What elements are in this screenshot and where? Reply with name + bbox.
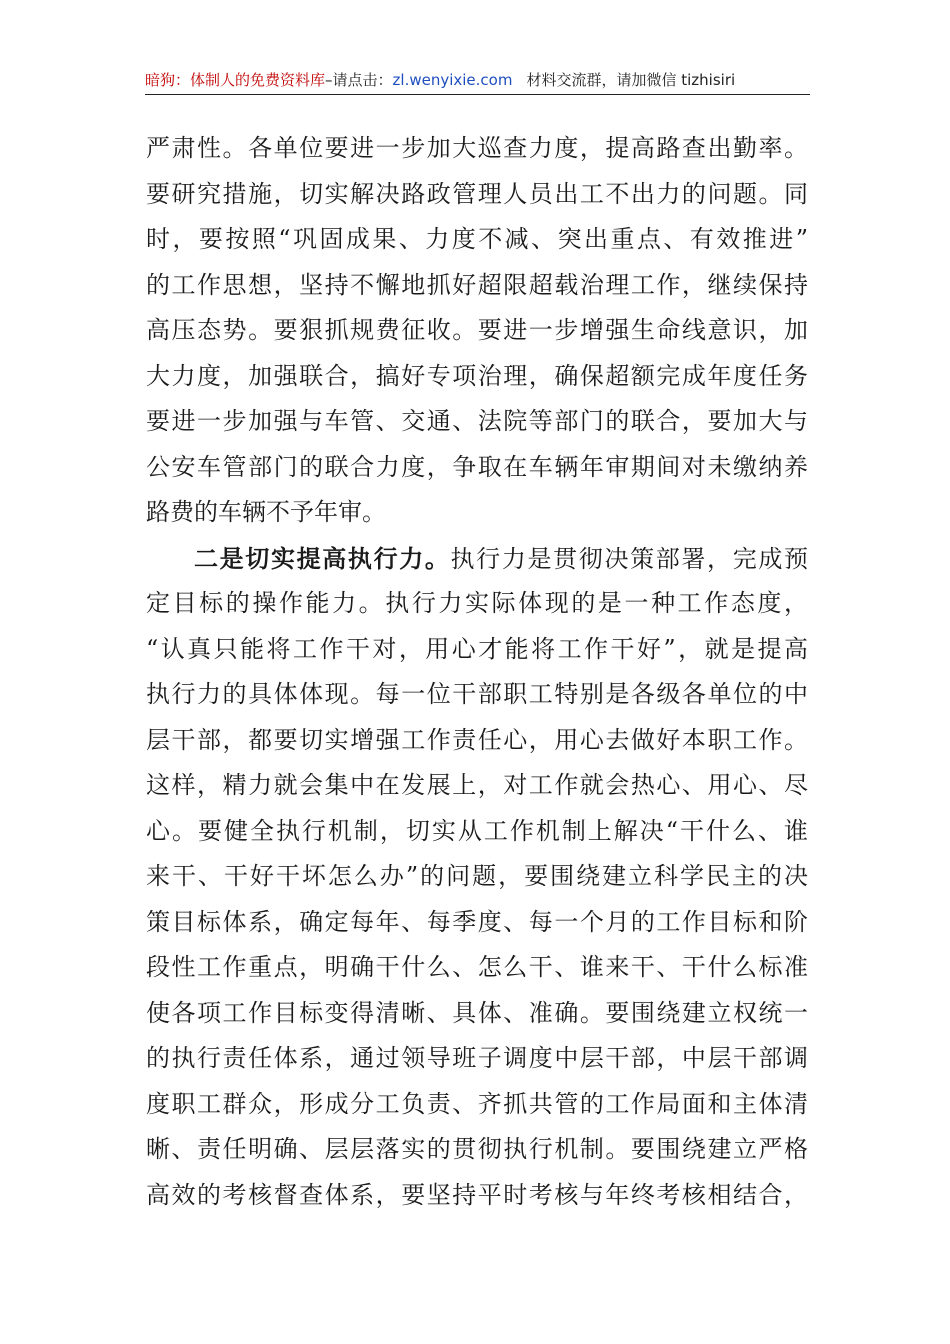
text-line: 策目标体系，确定每年、每季度、每一个月的工作目标和阶 xyxy=(146,907,808,936)
text-line: 心。要健全执行机制，切实从工作机制上解决“干什么、谁 xyxy=(146,816,808,845)
text-line: 段性工作重点，明确干什么、怎么干、谁来干、干什么标准 xyxy=(146,953,808,981)
text-line: 严肃性。各单位要进一步加大巡查力度，提高路查出勤率。 xyxy=(146,134,808,162)
heading-line-rest: 执行力是贯彻决策部署，完成预 xyxy=(450,544,808,573)
header-site-link[interactable]: zl.wenyixie.com xyxy=(392,71,513,89)
text-line: 度职工群众，形成分工负责、齐抓共管的工作局面和主体清 xyxy=(146,1089,808,1118)
text-line: 时，要按照“巩固成果、力度不减、突出重点、有效推进” xyxy=(146,225,808,253)
text-line: 大力度，加强联合，搞好专项治理，确保超额完成年度任务 xyxy=(146,361,808,390)
text-line: 执行力的具体体现。每一位干部职工特别是各级各单位的中 xyxy=(146,680,808,708)
text-line: 高压态势。要狠抓规费征收。要进一步增强生命线意识，加 xyxy=(146,316,808,344)
text-line: 来干、干好干坏怎么办”的问题，要围绕建立科学民主的决 xyxy=(146,862,808,890)
text-line: 要研究措施，切实解决路政管理人员出工不出力的问题。同 xyxy=(146,179,808,208)
text-line: 路费的车辆不予年审。 xyxy=(146,498,386,526)
header-group-note: 材料交流群，请加微信 tizhisiri xyxy=(526,71,736,89)
text-line: 要进一步加强与车管、交通、法院等部门的联合，要加大与 xyxy=(146,407,808,435)
paragraph-first-line xyxy=(146,536,808,582)
text-line: 定目标的操作能力。执行力实际体现的是一种工作态度， xyxy=(146,589,808,617)
text-line: 的执行责任体系，通过领导班子调度中层干部，中层干部调 xyxy=(146,1044,808,1072)
text-line: 这样，精力就会集中在发展上，对工作就会热心、用心、尽 xyxy=(146,771,808,799)
text-line: 使各项工作目标变得清晰、具体、准确。要围绕建立权统一 xyxy=(146,998,808,1027)
header-brand: 暗狗：体制人的免费资料库 xyxy=(145,71,326,89)
text-line: 高效的考核督查体系，要坚持平时考核与年终考核相结合， xyxy=(146,1180,808,1209)
document-body xyxy=(146,126,808,1218)
text-line: 晰、责任明确、层层落实的贯彻执行机制。要围绕建立严格 xyxy=(146,1135,808,1163)
text-line: “认真只能将工作干对，用心才能将工作干好”，就是提高 xyxy=(146,634,808,663)
text-line: 的工作思想，坚持不懈地抓好超限超载治理工作，继续保持 xyxy=(146,270,808,299)
text-line: 层干部，都要切实增强工作责任心，用心去做好本职工作。 xyxy=(146,725,808,754)
page-header xyxy=(145,68,810,95)
text-line: 公安车管部门的联合力度，争取在车辆年审期间对未缴纳养 xyxy=(146,452,808,481)
section-heading: 二是切实提高执行力。 xyxy=(194,543,451,573)
header-prompt: –请点击： xyxy=(325,71,393,89)
